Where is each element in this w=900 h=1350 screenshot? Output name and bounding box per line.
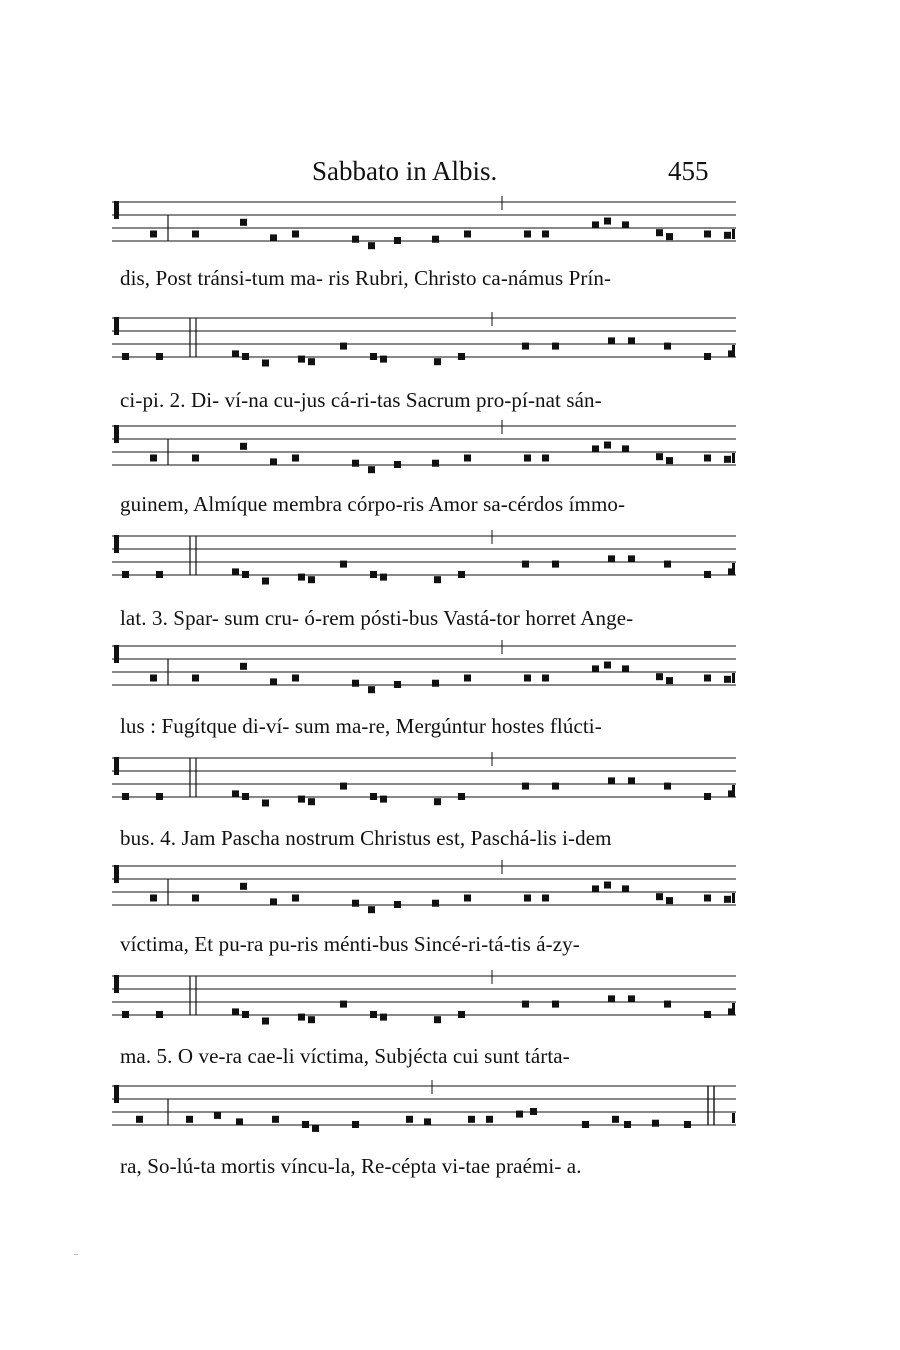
neume-note <box>298 1014 305 1021</box>
do-clef-icon <box>114 535 119 553</box>
neume-note <box>624 1121 631 1128</box>
neume-note <box>724 232 731 239</box>
neume-note <box>308 576 315 583</box>
neume-note <box>232 568 239 575</box>
neume-staff <box>112 530 736 590</box>
neume-note <box>340 783 347 790</box>
neume-note <box>270 678 277 685</box>
neume-note <box>522 561 529 568</box>
neume-note <box>242 1011 249 1018</box>
neume-note <box>232 790 239 797</box>
neume-note <box>370 353 377 360</box>
neume-note <box>340 561 347 568</box>
neume-note <box>432 460 439 467</box>
neume-note <box>608 995 615 1002</box>
custos-icon <box>732 673 735 683</box>
neume-note <box>380 356 387 363</box>
do-clef-icon <box>114 425 119 443</box>
neume-note <box>232 1008 239 1015</box>
neume-note <box>186 1116 193 1123</box>
neume-staff <box>112 196 736 256</box>
neume-note <box>664 1001 671 1008</box>
neume-note <box>242 793 249 800</box>
neume-note <box>240 219 247 226</box>
neume-note <box>666 233 673 240</box>
neume-note <box>622 445 629 452</box>
neume-note <box>270 458 277 465</box>
neume-note <box>368 906 375 913</box>
neume-note <box>704 571 711 578</box>
neume-note <box>434 1016 441 1023</box>
neume-note <box>406 1116 413 1123</box>
neume-note <box>552 783 559 790</box>
neume-note <box>552 561 559 568</box>
neume-note <box>542 895 549 902</box>
neume-note <box>394 901 401 908</box>
neume-note <box>458 571 465 578</box>
neume-note <box>664 343 671 350</box>
neume-note <box>352 1121 359 1128</box>
neume-note <box>622 221 629 228</box>
neume-note <box>458 1011 465 1018</box>
neume-note <box>432 680 439 687</box>
neume-note <box>604 662 611 669</box>
neume-note <box>192 231 199 238</box>
neume-note <box>516 1111 523 1118</box>
neume-note <box>156 571 163 578</box>
neume-note <box>542 231 549 238</box>
do-clef-icon <box>114 757 119 775</box>
neume-note <box>192 455 199 462</box>
page-title: Sabbato in Albis. <box>312 156 498 186</box>
neume-note <box>236 1118 243 1125</box>
lyric-line: bus. 4. Jam Pascha nostrum Christus est, Paschá-lis i-dem <box>120 826 612 850</box>
neume-note <box>368 242 375 249</box>
neume-note <box>628 337 635 344</box>
neume-note <box>380 1014 387 1021</box>
do-clef-icon <box>114 317 119 335</box>
neume-note <box>242 353 249 360</box>
neume-note <box>524 231 531 238</box>
neume-note <box>380 574 387 581</box>
neume-note <box>542 675 549 682</box>
neume-note <box>340 343 347 350</box>
neume-note <box>704 353 711 360</box>
neume-note <box>122 353 129 360</box>
neume-note <box>524 675 531 682</box>
neume-note <box>150 231 157 238</box>
neume-note <box>628 995 635 1002</box>
neume-note <box>724 896 731 903</box>
do-clef-icon <box>114 975 119 993</box>
neume-note <box>156 793 163 800</box>
neume-note <box>298 356 305 363</box>
neume-note <box>656 229 663 236</box>
neume-note <box>352 680 359 687</box>
neume-note <box>192 675 199 682</box>
page-number: 455 <box>668 156 709 186</box>
neume-note <box>298 574 305 581</box>
neume-note <box>192 895 199 902</box>
neume-note <box>666 677 673 684</box>
neume-note <box>628 555 635 562</box>
neume-note <box>552 1001 559 1008</box>
neume-note <box>370 793 377 800</box>
lyric-line: ra, So-lú-ta mortis víncu-la, Re-cépta vi-tae praémi- a. <box>120 1154 582 1178</box>
neume-note <box>394 237 401 244</box>
custos-icon <box>732 563 735 573</box>
neume-note <box>666 897 673 904</box>
neume-note <box>240 883 247 890</box>
neume-note <box>704 231 711 238</box>
neume-note <box>308 358 315 365</box>
neume-note <box>582 1121 589 1128</box>
neume-note <box>150 455 157 462</box>
neume-note <box>432 900 439 907</box>
margin-mark <box>74 1254 78 1255</box>
neume-note <box>214 1112 221 1119</box>
neume-note <box>664 561 671 568</box>
custos-icon <box>732 1003 735 1013</box>
neume-note <box>530 1108 537 1115</box>
neume-note <box>434 358 441 365</box>
neume-staff <box>112 312 736 372</box>
neume-note <box>608 777 615 784</box>
neume-note <box>292 895 299 902</box>
neume-note <box>262 578 269 585</box>
neume-note <box>612 1116 619 1123</box>
custos-icon <box>732 893 735 903</box>
neume-note <box>522 343 529 350</box>
neume-note <box>262 360 269 367</box>
neume-note <box>458 353 465 360</box>
neume-note <box>302 1121 309 1128</box>
neume-note <box>122 793 129 800</box>
neume-note <box>156 1011 163 1018</box>
neume-note <box>380 796 387 803</box>
neume-note <box>656 673 663 680</box>
neume-note <box>312 1125 319 1132</box>
neume-note <box>240 663 247 670</box>
neume-note <box>270 234 277 241</box>
neume-note <box>150 895 157 902</box>
page-header <box>0 156 900 192</box>
neume-note <box>704 793 711 800</box>
neume-note <box>242 571 249 578</box>
lyric-line: ma. 5. O ve-ra cae-li víctima, Subjécta cui sunt tárta- <box>120 1044 570 1068</box>
neume-note <box>270 898 277 905</box>
neume-note <box>604 218 611 225</box>
lyric-line: guinem, Almíque membra córpo-ris Amor sa-cérdos ímmo- <box>120 492 626 516</box>
custos-icon <box>732 453 735 463</box>
neume-note <box>262 800 269 807</box>
do-clef-icon <box>114 865 119 883</box>
neume-note <box>524 895 531 902</box>
neume-note <box>156 353 163 360</box>
neume-note <box>522 1001 529 1008</box>
neume-note <box>352 236 359 243</box>
neume-note <box>704 675 711 682</box>
neume-note <box>704 455 711 462</box>
neume-note <box>292 675 299 682</box>
neume-note <box>524 455 531 462</box>
neume-note <box>262 1018 269 1025</box>
neume-note <box>622 885 629 892</box>
neume-note <box>368 686 375 693</box>
neume-staff <box>112 1080 736 1140</box>
lyric-line: víctima, Et pu-ra pu-ris ménti-bus Sincé-ri-tá-tis á-zy- <box>120 932 580 956</box>
neume-note <box>308 798 315 805</box>
neume-note <box>724 676 731 683</box>
neume-note <box>652 1120 659 1127</box>
neume-note <box>340 1001 347 1008</box>
lyric-line: dis, Post tránsi-tum ma- ris Rubri, Christo ca-námus Prín- <box>120 266 612 290</box>
custos-icon <box>732 1113 735 1123</box>
neume-note <box>272 1116 279 1123</box>
neume-staff <box>112 640 736 700</box>
do-clef-icon <box>114 201 119 219</box>
neume-note <box>308 1016 315 1023</box>
custos-icon <box>732 345 735 355</box>
neume-note <box>468 1116 475 1123</box>
neume-staff <box>112 420 736 480</box>
neume-note <box>352 900 359 907</box>
neume-note <box>628 777 635 784</box>
neume-note <box>136 1116 143 1123</box>
neume-note <box>704 895 711 902</box>
neume-note <box>604 442 611 449</box>
neume-note <box>292 231 299 238</box>
neume-note <box>486 1116 493 1123</box>
neume-note <box>370 571 377 578</box>
neume-note <box>298 796 305 803</box>
neume-note <box>458 793 465 800</box>
neume-staff <box>112 860 736 920</box>
neume-note <box>622 665 629 672</box>
do-clef-icon <box>114 1085 119 1103</box>
neume-note <box>592 445 599 452</box>
neume-note <box>394 461 401 468</box>
neume-note <box>656 453 663 460</box>
custos-icon <box>732 229 735 239</box>
lyric-line: lus : Fugítque di-ví- sum ma-re, Mergúntur hostes flúcti- <box>120 714 602 738</box>
neume-note <box>122 571 129 578</box>
neume-note <box>370 1011 377 1018</box>
neume-note <box>464 895 471 902</box>
neume-note <box>464 675 471 682</box>
neume-note <box>656 893 663 900</box>
neume-note <box>664 783 671 790</box>
neume-note <box>434 798 441 805</box>
neume-note <box>352 460 359 467</box>
neume-staff <box>112 752 736 812</box>
lyric-line: ci-pi. 2. Di- ví-na cu-jus cá-ri-tas Sacrum pro-pí-nat sán- <box>120 388 602 412</box>
neume-staff <box>112 970 736 1030</box>
neume-note <box>608 555 615 562</box>
neume-note <box>592 221 599 228</box>
neume-note <box>292 455 299 462</box>
neume-note <box>608 337 615 344</box>
neume-note <box>434 576 441 583</box>
neume-note <box>704 1011 711 1018</box>
neume-note <box>542 455 549 462</box>
neume-note <box>368 466 375 473</box>
neume-note <box>592 665 599 672</box>
neume-note <box>464 231 471 238</box>
neume-note <box>552 343 559 350</box>
custos-icon <box>732 785 735 795</box>
neume-note <box>432 236 439 243</box>
do-clef-icon <box>114 645 119 663</box>
neume-note <box>592 885 599 892</box>
neume-note <box>232 350 239 357</box>
neume-note <box>522 783 529 790</box>
neume-note <box>684 1121 691 1128</box>
neume-note <box>240 443 247 450</box>
lyric-line: lat. 3. Spar- sum cru- ó-rem pósti-bus Vastá-tor horret Ange- <box>120 606 634 630</box>
neume-note <box>150 675 157 682</box>
neume-note <box>424 1118 431 1125</box>
neume-note <box>394 681 401 688</box>
neume-note <box>604 882 611 889</box>
neume-note <box>724 456 731 463</box>
neume-note <box>666 457 673 464</box>
neume-note <box>122 1011 129 1018</box>
neume-note <box>464 455 471 462</box>
